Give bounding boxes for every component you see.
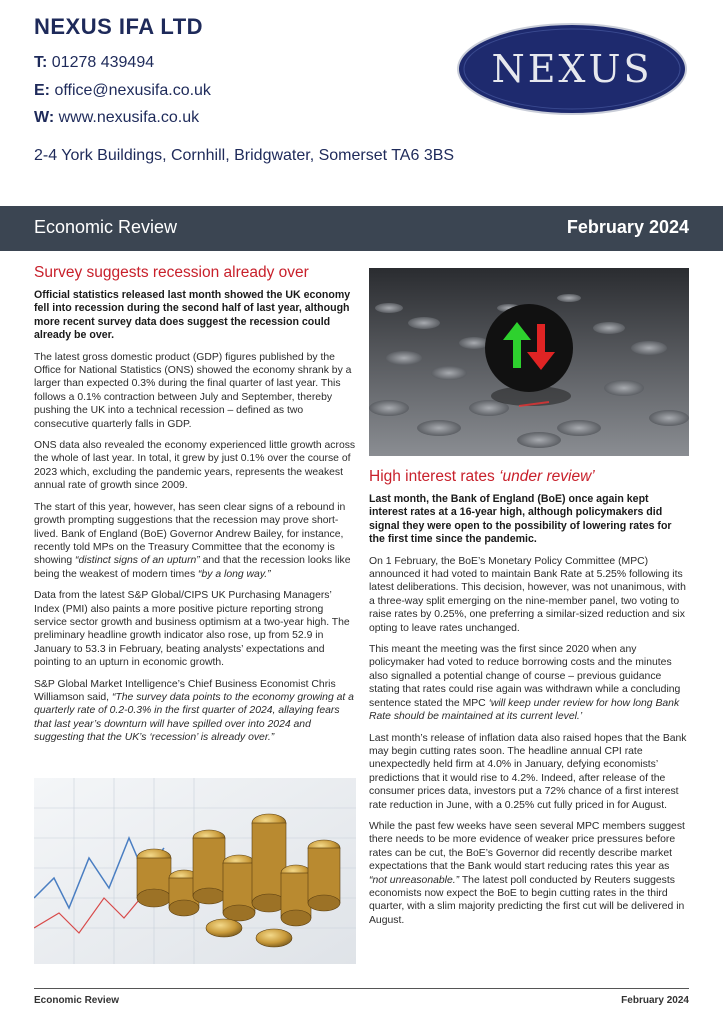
company-name: NEXUS IFA LTD — [34, 14, 204, 39]
paragraph — [34, 501, 356, 581]
quote: “distinct signs of an upturn” — [75, 555, 200, 567]
logo-text: NEXUS — [491, 47, 653, 91]
coins-chart-photo — [34, 778, 356, 964]
footer-divider — [34, 988, 689, 989]
quote: ‘will keep under review for how long Bank Rate should be maintained at its current level.’ — [369, 697, 680, 723]
text: While the past few weeks have seen several MPC members suggest there needs to be more evidence of weaker price pressures before rates can be cut, the BoE’s Governor did recently describe market expectations that the Bank would start reducing rates this year as — [369, 820, 685, 873]
nexus-logo — [456, 22, 688, 116]
article-interest-rates — [369, 468, 689, 935]
quote: “The survey data points to the economy growing at a quarterly rate of 0.2-0.3% in the first quarter of 2024, allaying fears that last year’s downturn will have spilled over into 2024 and suggesting that the UK’s ‘recession’ is already over.” — [34, 691, 354, 744]
paragraph — [369, 820, 689, 927]
text: This meant the meeting was the first since 2020 when any policymaker had voted to reduce borrowing costs and the minutes also signalled a potential change of course – previous guidance stating that rates could rise again was withdrawn while a concluding sentence stated the MPC — [369, 644, 681, 709]
text: The start of this year, however, has seen clear signs of a rebound in growth prompting suggestions that the recession may prove short-lived. Bank of England (BoE) Governor Andrew Bailey, for instance, recently told MPs on the Treasury Committee that the economy is showing — [34, 501, 346, 567]
paragraph: On 1 February, the BoE’s Monetary Policy Committee (MPC) announced it had voted to maintain Bank Rate at 5.25% following its latest deliberations. This decision, however, was not unanimous, with a three-way split emerging on the nine-member panel, two voting to raise rates by 0.25%, one preferring a similar-sized reduction and six opting to leave rates unchanged. — [369, 555, 686, 634]
title-banner — [0, 206, 723, 251]
web-label: W: — [34, 109, 55, 126]
article-recession — [34, 264, 356, 753]
footer-title: Economic Review — [34, 995, 120, 1006]
phone-line — [34, 54, 154, 72]
article-lead: Last month, the Bank of England (BoE) once again kept interest rates at a 16-year high, although policymakers did signal they were open to the possibility of lowering rates for the first time since the pandemic. — [369, 493, 672, 546]
paragraph: Data from the latest S&P Global/CIPS UK Purchasing Managers’ Index (PMI) also paints a more positive picture reporting strong service sector growth and business optimism at a two-year high. The preliminary headline growth indicator also rose, up from 52.9 in January to 53.3 in February, beating analysts’ expectations and pointing to an upturn in economic growth. — [34, 590, 350, 669]
page-header — [0, 0, 723, 206]
paragraph: Last month’s release of inflation data also raised hopes that the Bank may begin cutting rates soon. The headline annual CPI rate unexpectedly held firm at 4.0% in January, defying economists’ predictions that it would rise to 4.2%. Indeed, after release of the consumer prices data, investors put a 72% chance of a first interest rate reduction in June, with a 0.25% cut fully priced in for August. — [369, 732, 687, 811]
company-address: 2-4 York Buildings, Cornhill, Bridgwater, Somerset TA6 3BS — [34, 147, 455, 164]
article-lead: Official statistics released last month showed the UK economy fell into recession during the second half of last year, although more recent survey data does suggest the recession could already be over. — [34, 289, 351, 342]
phone-label: T: — [34, 54, 48, 71]
article-headline — [369, 468, 689, 486]
interest-rate-arrows-photo — [369, 268, 689, 456]
article-headline: Survey suggests recession already over — [34, 264, 309, 281]
paragraph: The latest gross domestic product (GDP) figures published by the Office for National Statistics (ONS) showed the economy shrank by a larger than expected 0.3% during the final quarter of last year. This follows a 0.1% contraction between July and September, thereby pushing the UK into a technical recession – defined as two consecutive quarterly falls in GDP. — [34, 351, 352, 430]
headline-text: High interest rates — [369, 468, 500, 485]
paragraph — [34, 678, 356, 745]
quote: “not unreasonable.” — [369, 874, 460, 886]
email-link[interactable]: office@nexusifa.co.uk — [54, 82, 211, 99]
text: and that the recession looks like being the weakest of modern times — [34, 555, 351, 580]
headline-quote: ‘under review’ — [499, 468, 595, 485]
text: S&P Global Market Intelligence’s Chief Business Economist Chris Williamson said, — [34, 678, 336, 703]
phone-number[interactable]: 01278 439494 — [51, 54, 155, 71]
quote: “by a long way.” — [198, 568, 271, 580]
banner-date: February 2024 — [566, 217, 689, 237]
paragraph: ONS data also revealed the economy experienced little growth across the whole of last year. In total, it grew by just 0.1% over the course of 2023 which, excluding the pandemic years, represents the weakest annual rate of growth since 2009. — [34, 440, 356, 492]
banner-title: Economic Review — [34, 217, 178, 237]
web-line — [34, 109, 199, 127]
email-label: E: — [34, 82, 50, 99]
footer-date: February 2024 — [621, 995, 689, 1006]
paragraph — [369, 643, 689, 723]
website-link[interactable]: www.nexusifa.co.uk — [58, 109, 200, 126]
text: The latest poll conducted by Reuters suggests economists now expect the BoE to begin cutting rates in the third quarter, with a slim majority predicting the first cut will be delivered in August. — [369, 874, 685, 926]
email-line — [34, 82, 211, 100]
